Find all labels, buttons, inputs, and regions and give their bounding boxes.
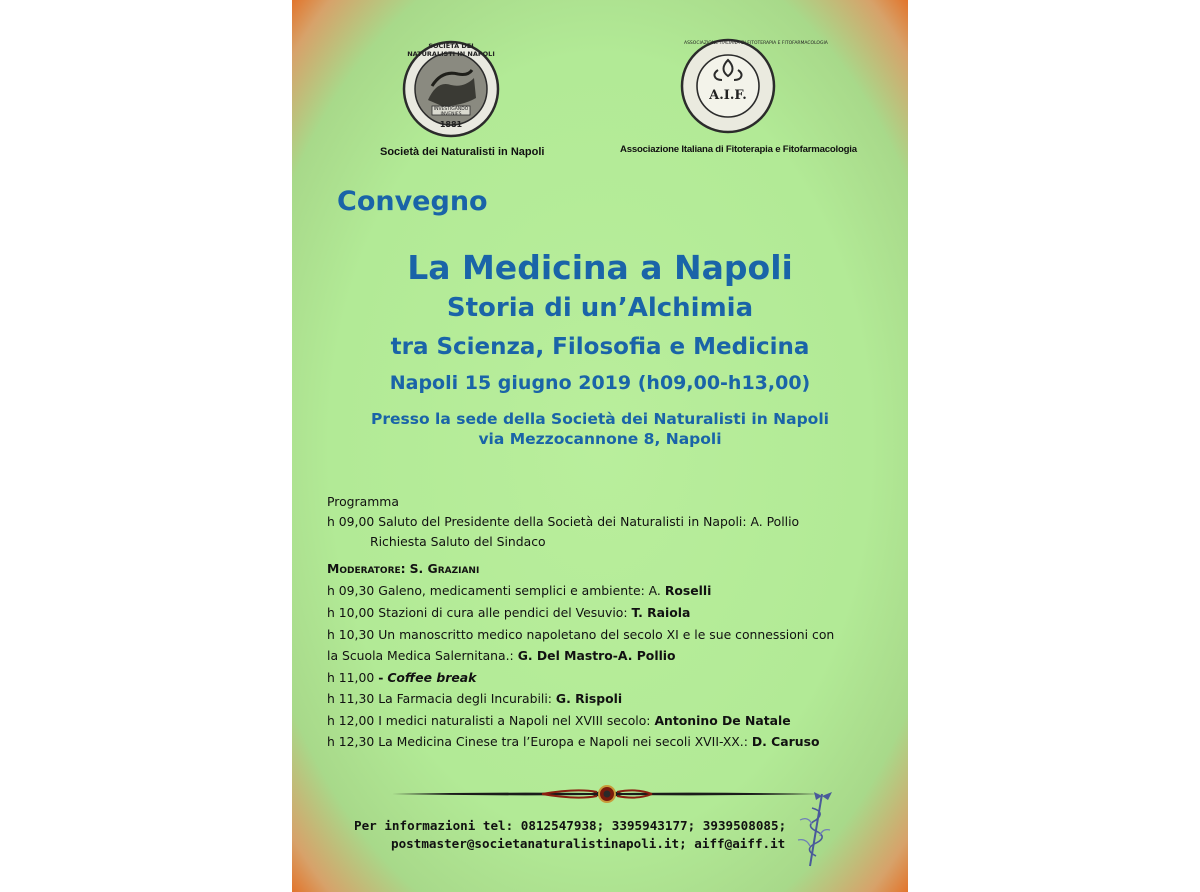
program-item [327, 648, 676, 663]
program-item-time: h 11,00 [327, 670, 375, 685]
program-item-text: La Medicina Cinese tra l’Europa e Napoli nei secoli XVII-XX.: [378, 734, 748, 749]
program-item-time: h 11,30 [327, 691, 375, 706]
program-moderator [327, 561, 479, 576]
event-title: La Medicina a Napoli [407, 248, 793, 287]
ornamental-divider-icon [392, 780, 822, 808]
moderator-label: Moderatore: [327, 561, 406, 576]
program-item-speaker: T. Raiola [631, 605, 691, 620]
program-item-text: I medici naturalisti a Napoli nel XVIII secolo: [378, 713, 651, 728]
event-venue-1: Presso la sede della Società dei Naturalisti in Napoli [371, 410, 829, 428]
program-item-speaker: D. Caruso [751, 734, 820, 749]
aif-seal-ring-text: ASSOCIAZIONE ITALIANA DI FITOTERAPIA E FITOFARMACOLOGIA [684, 41, 828, 46]
program-item-dash: - [378, 670, 384, 685]
program-item-time: h 12,30 [327, 734, 375, 749]
program-item [327, 713, 791, 728]
aif-caption: Associazione Italiana di Fitoterapia e Fitofarmacologia [620, 144, 857, 155]
program-item-text: Un manoscritto medico napoletano del secolo XI e le sue connessioni con [378, 627, 835, 642]
event-subtitle-1: Storia di un’Alchimia [446, 293, 754, 323]
program-item-time: h 12,00 [327, 713, 375, 728]
contact-emails: postmaster@societanaturalistinapoli.it; aiff@aiff.it [391, 836, 786, 851]
program-greeting-sub: Richiesta Saluto del Sindaco [370, 534, 546, 549]
event-subtitle-2: tra Scienza, Filosofia e Medicina [390, 334, 810, 360]
naturalisti-seal-year: 1881 [439, 120, 463, 129]
program-item [327, 734, 819, 749]
aif-seal-logo [680, 38, 828, 134]
program-item [327, 583, 711, 598]
contact-phones: Per informazioni tel: 0812547938; 3395943177; 3939508085; [354, 818, 787, 833]
program-item-speaker: Roselli [664, 583, 712, 598]
moderator-name: S. Graziani [409, 561, 480, 576]
program-greeting-time: h 09,00 [327, 514, 375, 529]
program-item-text: La Farmacia degli Incurabili: [378, 691, 552, 706]
program-item-time: h 09,30 [327, 583, 375, 598]
event-venue-2: via Mezzocannone 8, Napoli [478, 430, 722, 448]
program-item [327, 605, 690, 620]
program-heading: Programma [327, 494, 399, 509]
program-item-text: Galeno, medicamenti semplici e ambiente: A. [378, 583, 661, 598]
program-greeting [327, 514, 799, 529]
poster [292, 0, 908, 892]
program-item [327, 691, 622, 706]
naturalisti-seal-ring-text: SOCIETÀ DEI NATURALISTI IN NAPOLI [407, 42, 495, 58]
naturalisti-caption: Società dei Naturalisti in Napoli [380, 146, 545, 158]
event-date: Napoli 15 giugno 2019 (h09,00-h13,00) [389, 372, 811, 394]
naturalisti-seal-logo [402, 40, 500, 138]
program-item-coffee-break: Coffee break [387, 670, 477, 685]
program-item-time: h 10,30 [327, 627, 375, 642]
program-item [327, 670, 476, 685]
caduceus-figure-icon [792, 790, 842, 870]
program-item-speaker: G. Rispoli [555, 691, 623, 706]
program-item-text: Stazioni di cura alle pendici del Vesuvio: [378, 605, 628, 620]
program-greeting-text: Saluto del Presidente della Società dei Naturalisti in Napoli: A. Pollio [378, 514, 800, 529]
program-item-text: la Scuola Medica Salernitana.: [327, 648, 514, 663]
program-item [327, 627, 834, 642]
program-item-time: h 10,00 [327, 605, 375, 620]
event-type: Convegno [337, 186, 488, 217]
aif-seal-initials: A.I.F. [709, 88, 747, 103]
program-item-speaker: Antonino De Natale [654, 713, 791, 728]
naturalisti-seal-motto: INVESTIGANDO INVENIES [433, 107, 469, 117]
program-item-speaker: G. Del Mastro-A. Pollio [517, 648, 676, 663]
